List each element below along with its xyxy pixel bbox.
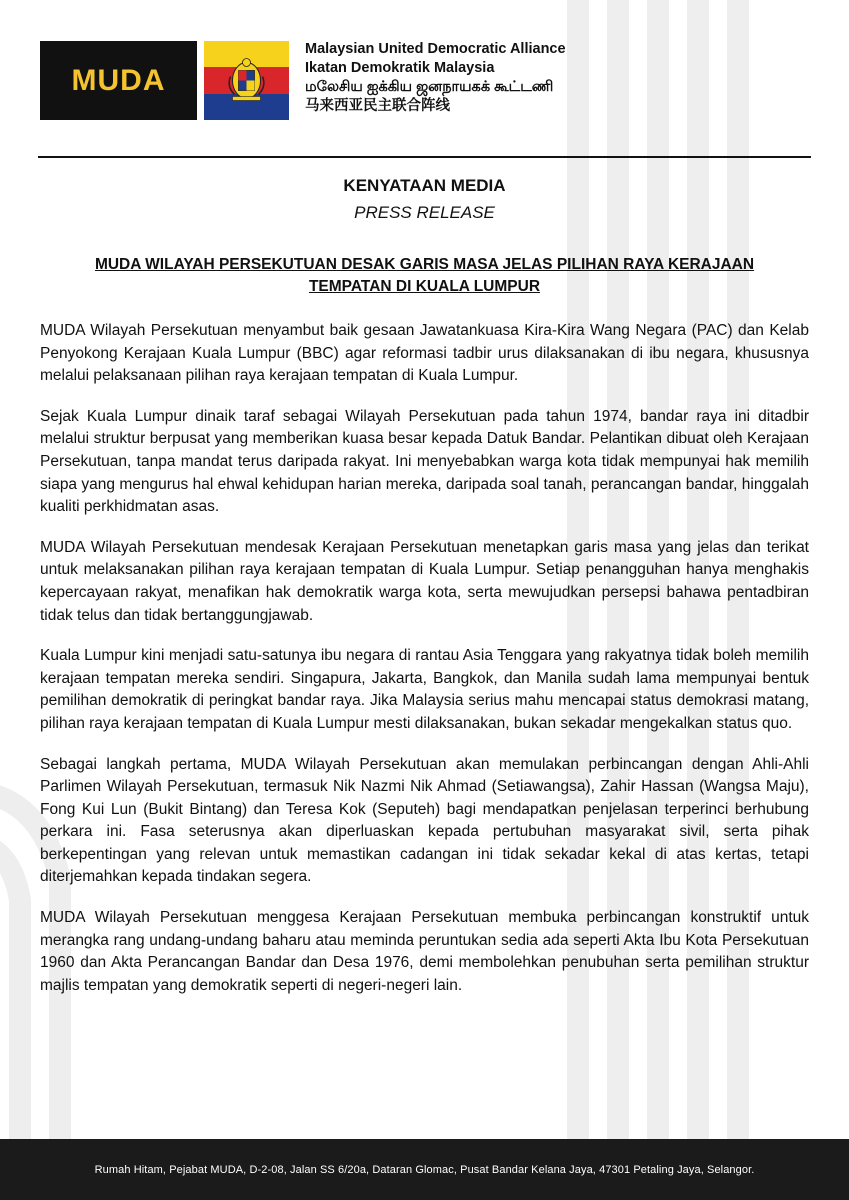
paragraph: Sejak Kuala Lumpur dinaik taraf sebagai Wilayah Persekutuan pada tahun 1974, bandar raya ini ditadbir melalui struktur berpusat yang memberikan kuasa besar kepada Datuk Bandar. Pelantikan dibuat oleh Kerajaan Persekutuan, tanpa mandat terus daripada rakyat. Ini menyebabkan warga kota tidak mempunyai hak memilih siapa yang mengurus hal ehwal kehidupan harian mereka, daripada soal tanah, perancangan bandar, hinggalah kualiti perkhidmatan asas.	[40, 407, 809, 516]
org-name-english: Malaysian United Democratic Alliance	[305, 41, 566, 57]
kicker-malay: KENYATAAN MEDIA	[343, 176, 506, 195]
paragraph: Kuala Lumpur kini menjadi satu-satunya ibu negara di rantau Asia Tenggara yang rakyatnya tidak boleh memilih kerajaan tempatan mereka sendiri. Singapura, Jakarta, Bangkok, dan Manila sudah lama mempunyai bentuk pemilihan demokratik di peringkat bandar raya. Jika Malaysia serius mahu mencapai status demokrasi matang, pilihan raya kerajaan tempatan di Kuala Lumpur mesti dilaksanakan, bukan sekadar mengekalkan status quo.	[40, 647, 809, 732]
headline-line-2: TEMPATAN DI KUALA LUMPUR	[308, 278, 541, 295]
org-name-malay: Ikatan Demokratik Malaysia	[305, 60, 495, 76]
article-body	[40, 320, 809, 1015]
header-divider	[38, 156, 811, 158]
headline	[40, 254, 809, 298]
muda-logo	[40, 41, 197, 120]
org-name-tamil: மலேசிய ஐக்கிய ஜனநாயகக் கூட்டணி	[305, 79, 554, 95]
logo-text: MUDA	[71, 63, 166, 97]
paragraph: MUDA Wilayah Persekutuan menyambut baik gesaan Jawatankuasa Kira-Kira Wang Negara (PAC) dan Kelab Penyokong Kerajaan Kuala Lumpur (BBC) agar reformasi tadbir urus dilaksanakan di ibu negara, khususnya melalui pelaksanaan pilihan raya kerajaan tempatan di Kuala Lumpur.	[40, 322, 809, 385]
paragraph: MUDA Wilayah Persekutuan menggesa Kerajaan Persekutuan membuka perbincangan konstruktif untuk merangka rang undang-undang baharu atau meminda peruntukan sedia ada seperti Akta Ibu Kota Persekutuan 1960 dan Akta Perancangan Bandar dan Desa 1976, demi membolehkan penubuhan serta pemilihan struktur majlis tempatan yang demokratik seperti di negeri-negeri lain.	[40, 909, 809, 994]
organization-names	[305, 40, 665, 116]
footer-address: Rumah Hitam, Pejabat MUDA, D-2-08, Jalan SS 6/20a, Dataran Glomac, Pusat Bandar Kelana Jaya, 47301 Petaling Jaya, Selangor.	[94, 1163, 755, 1176]
paragraph: MUDA Wilayah Persekutuan mendesak Kerajaan Persekutuan menetapkan garis masa yang jelas dan terikat untuk melaksanakan pilihan raya kerajaan tempatan di Kuala Lumpur. Setiap penangguhan hanya menghakis kepercayaan rakyat, menafikan hak demokratik warga kota, serta mewujudkan persepsi bahawa pentadbiran tidak telus dan tidak bertanggungjawab.	[40, 538, 809, 624]
kicker-english: PRESS RELEASE	[354, 203, 495, 222]
footer-bar	[0, 1139, 849, 1200]
headline-line-1: MUDA WILAYAH PERSEKUTUAN DESAK GARIS MASA JELAS PILIHAN RAYA KERAJAAN	[94, 256, 755, 273]
org-name-chinese: 马来西亚民主联合阵线	[305, 98, 450, 114]
malaysia-flag-icon	[204, 41, 289, 120]
paragraph: Sebagai langkah pertama, MUDA Wilayah Persekutuan akan memulakan perbincangan dengan Ahli-Ahli Parlimen Wilayah Persekutuan, termasuk Nik Nazmi Nik Ahmad (Setiawangsa), Zahir Hassan (Wangsa Maju), Fong Kui Lun (Bukit Bintang) dan Teresa Kok (Seputeh) bagi mendapatkan penjelasan terperinci berhubung perkara ini. Fasa seterusnya akan diperluaskan kepada pertubuhan masyarakat sivil, serta pihak berkepentingan yang relevan untuk memastikan cadangan ini tidak sekadar kekal di atas kertas, tetapi diterjemahkan kepada tindakan segera.	[40, 755, 809, 886]
